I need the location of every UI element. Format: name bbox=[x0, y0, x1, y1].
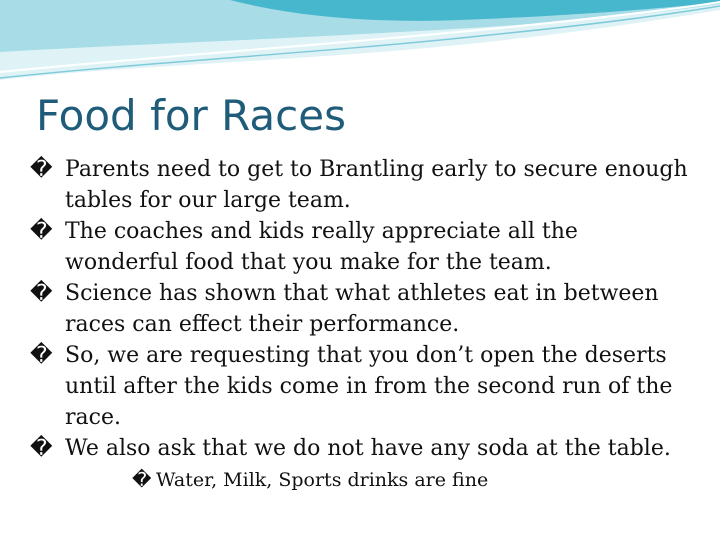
bullet-text: Parents need to get to Brantling early to secure enough tables for our large team. bbox=[65, 157, 688, 213]
bullet-text: We also ask that we do not have any soda at the table. bbox=[65, 436, 671, 461]
sub-bullet-item bbox=[132, 466, 488, 494]
slide-title: Food for Races bbox=[36, 91, 346, 140]
bullet-item bbox=[30, 154, 698, 216]
bullet-glyph-icon: � bbox=[30, 436, 53, 461]
bullet-glyph-icon: � bbox=[30, 281, 53, 306]
bullet-item bbox=[30, 340, 698, 433]
bullet-glyph-icon: � bbox=[30, 219, 53, 244]
bullet-item bbox=[30, 216, 698, 278]
sub-bullet-text: Water, Milk, Sports drinks are fine bbox=[156, 469, 489, 491]
bullet-list bbox=[30, 154, 698, 464]
bullet-item bbox=[30, 278, 698, 340]
bullet-glyph-icon: � bbox=[132, 469, 152, 491]
bullet-glyph-icon: � bbox=[30, 157, 53, 182]
bullet-item bbox=[30, 433, 698, 464]
header-wave-decoration bbox=[0, 0, 720, 90]
bullet-glyph-icon: � bbox=[30, 343, 53, 368]
bullet-text: Science has shown that what athletes eat in between races can effect their performance. bbox=[65, 281, 659, 337]
bullet-text: The coaches and kids really appreciate all the wonderful food that you make for the team. bbox=[65, 219, 578, 275]
bullet-text: So, we are requesting that you don’t open the deserts until after the kids come in from the second run of the race. bbox=[65, 343, 673, 430]
